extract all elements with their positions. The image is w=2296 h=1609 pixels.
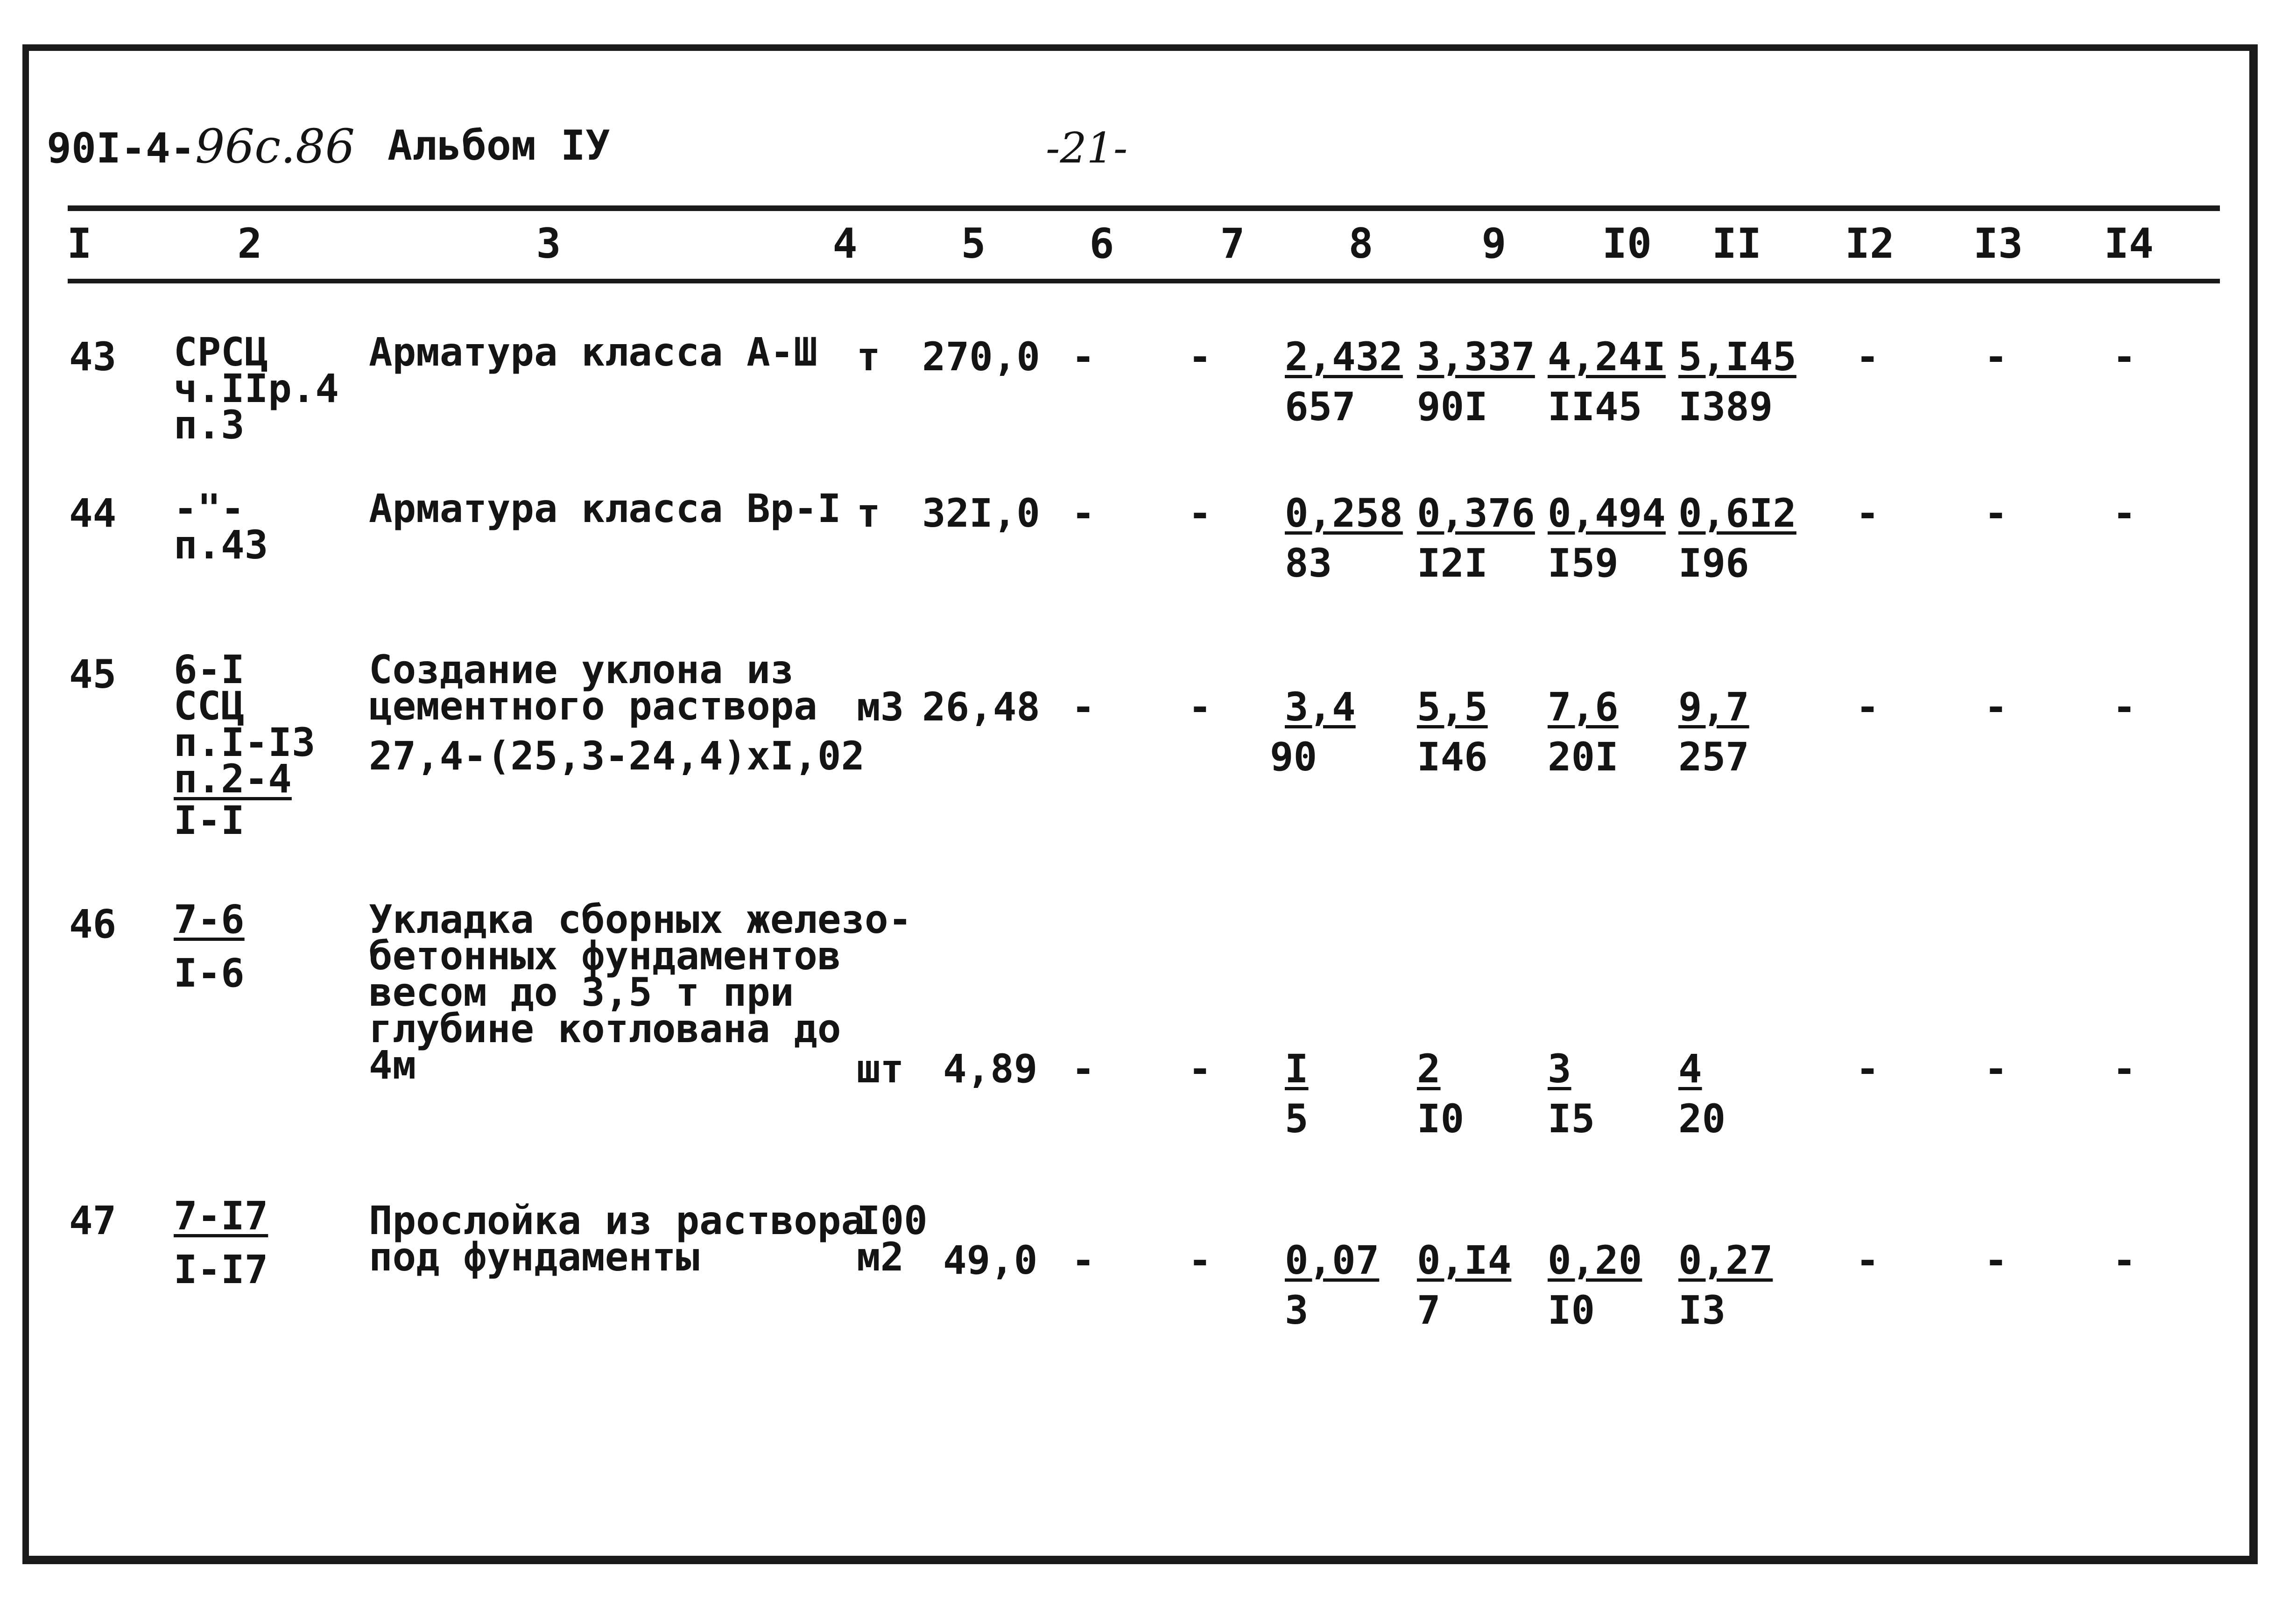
value-top: 0,I4	[1417, 1237, 1512, 1283]
unit: т	[857, 334, 880, 380]
page-number: -21-	[1046, 124, 1128, 173]
unit-price: 26,48	[922, 684, 1040, 730]
value-top: 3,337	[1417, 334, 1535, 380]
value-top: 7,6	[1548, 684, 1619, 730]
col7-value: -	[1188, 684, 1212, 730]
value-bottom: 20I	[1548, 734, 1619, 780]
value-top: 2,432	[1285, 334, 1403, 380]
description: Укладка сборных железо- бетонных фундаментов весом до 3,5 т при глубине котлована до 4м	[369, 896, 912, 1088]
album-label: Альбом IУ	[387, 121, 610, 169]
unit: шт	[857, 1046, 904, 1092]
document-code-handwritten: 96с.86	[195, 119, 355, 174]
col14-value: -	[2113, 490, 2136, 536]
unit-price: 4,89	[943, 1046, 1038, 1092]
value-bottom: I96	[1678, 540, 1749, 586]
column-header: 5	[961, 219, 986, 268]
reference-lower: I-I	[174, 797, 245, 843]
value-bottom: 90	[1270, 734, 1317, 780]
reference-underlined: п.2-4	[174, 756, 292, 802]
column-header: 8	[1348, 219, 1373, 268]
value-top: 5,I45	[1678, 334, 1796, 380]
value-bottom: I3	[1678, 1287, 1726, 1333]
value-bottom: 257	[1678, 734, 1749, 780]
col7-value: -	[1188, 334, 1212, 380]
description-formula: 27,4-(25,3-24,4)хI,02	[369, 733, 865, 779]
col6-value: -	[1071, 1237, 1095, 1283]
value-top: 0,258	[1285, 490, 1403, 536]
col13-value: -	[1984, 490, 2008, 536]
reference-underlined: 7-6	[174, 896, 245, 942]
value-bottom: 7	[1417, 1287, 1441, 1333]
column-header: I	[67, 219, 92, 268]
col14-value: -	[2113, 1046, 2136, 1092]
value-bottom: II45	[1548, 384, 1642, 430]
value-bottom: I46	[1417, 734, 1488, 780]
document-code-printed: 90I-4-	[47, 124, 195, 172]
reference: СРСЦ ч.IIр.4 п.3	[174, 329, 339, 448]
value-top: 2	[1417, 1046, 1441, 1092]
col6-value: -	[1071, 334, 1095, 380]
header-top-rule	[68, 205, 2220, 211]
col13-value: -	[1984, 684, 2008, 730]
col7-value: -	[1188, 1237, 1212, 1283]
col13-value: -	[1984, 1237, 2008, 1283]
value-top: 0,494	[1548, 490, 1666, 536]
row-number: 44	[69, 490, 117, 536]
column-header: 3	[536, 219, 561, 268]
unit-price: 49,0	[943, 1237, 1038, 1283]
value-top: 0,6I2	[1678, 490, 1796, 536]
description: Создание уклона из цементного раствора	[369, 647, 817, 729]
reference: 6-I ССЦ п.I-I3	[174, 647, 316, 765]
col12-value: -	[1856, 490, 1880, 536]
value-bottom: 20	[1678, 1096, 1726, 1142]
col6-value: -	[1071, 684, 1095, 730]
value-bottom: I5	[1548, 1096, 1595, 1142]
col14-value: -	[2113, 684, 2136, 730]
value-top: 9,7	[1678, 684, 1749, 730]
value-top: 5,5	[1417, 684, 1488, 730]
value-bottom: I0	[1417, 1096, 1465, 1142]
description: Прослойка из раствора под фундаменты	[369, 1198, 865, 1280]
column-header: 6	[1089, 219, 1114, 268]
value-top: 3,4	[1285, 684, 1356, 730]
value-top: 0,20	[1548, 1237, 1642, 1283]
value-top: 3	[1548, 1046, 1571, 1092]
row-number: 46	[69, 901, 117, 947]
value-bottom: 83	[1285, 540, 1332, 586]
col12-value: -	[1856, 1046, 1880, 1092]
column-header: I4	[2104, 219, 2154, 268]
value-bottom: I2I	[1417, 540, 1488, 586]
value-bottom: I0	[1548, 1287, 1595, 1333]
value-bottom: I389	[1678, 384, 1773, 430]
page-frame	[22, 44, 2258, 1564]
value-bottom: 657	[1285, 384, 1356, 430]
column-header: I0	[1602, 219, 1652, 268]
value-top: 0,07	[1285, 1237, 1380, 1283]
reference-lower: I-I7	[174, 1247, 268, 1292]
col7-value: -	[1188, 490, 1212, 536]
row-number: 47	[69, 1198, 117, 1243]
reference-lower: I-6	[174, 950, 245, 996]
unit: т	[857, 490, 880, 536]
col13-value: -	[1984, 334, 2008, 380]
col6-value: -	[1071, 490, 1095, 536]
col13-value: -	[1984, 1046, 2008, 1092]
unit: I00 м2	[857, 1198, 928, 1280]
value-top: 4,24I	[1548, 334, 1666, 380]
col6-value: -	[1071, 1046, 1095, 1092]
col12-value: -	[1856, 1237, 1880, 1283]
description: Арматура класса Вр-I	[369, 486, 841, 531]
reference: -"- п.43	[174, 486, 268, 568]
value-bottom: 5	[1285, 1096, 1309, 1142]
document-code	[47, 119, 355, 174]
column-header: I3	[1973, 219, 2023, 268]
col12-value: -	[1856, 334, 1880, 380]
value-bottom: 3	[1285, 1287, 1309, 1333]
col12-value: -	[1856, 684, 1880, 730]
description: Арматура класса А-Ш	[369, 329, 817, 375]
reference-underlined: 7-I7	[174, 1193, 268, 1239]
value-bottom: 90I	[1417, 384, 1488, 430]
value-bottom: I59	[1548, 540, 1619, 586]
value-top: I	[1285, 1046, 1309, 1092]
column-header: I2	[1845, 219, 1895, 268]
unit-price: 32I,0	[922, 490, 1040, 536]
col7-value: -	[1188, 1046, 1212, 1092]
value-top: 0,27	[1678, 1237, 1773, 1283]
col14-value: -	[2113, 1237, 2136, 1283]
row-number: 43	[69, 334, 117, 380]
column-header: 4	[832, 219, 858, 268]
unit-price: 270,0	[922, 334, 1040, 380]
column-header: 2	[237, 219, 262, 268]
header-bottom-rule	[68, 279, 2220, 283]
value-top: 0,376	[1417, 490, 1535, 536]
row-number: 45	[69, 651, 117, 697]
column-header: 7	[1220, 219, 1245, 268]
value-top: 4	[1678, 1046, 1702, 1092]
unit: м3	[857, 684, 904, 730]
column-header: 9	[1481, 219, 1507, 268]
column-header: II	[1712, 219, 1761, 268]
col14-value: -	[2113, 334, 2136, 380]
